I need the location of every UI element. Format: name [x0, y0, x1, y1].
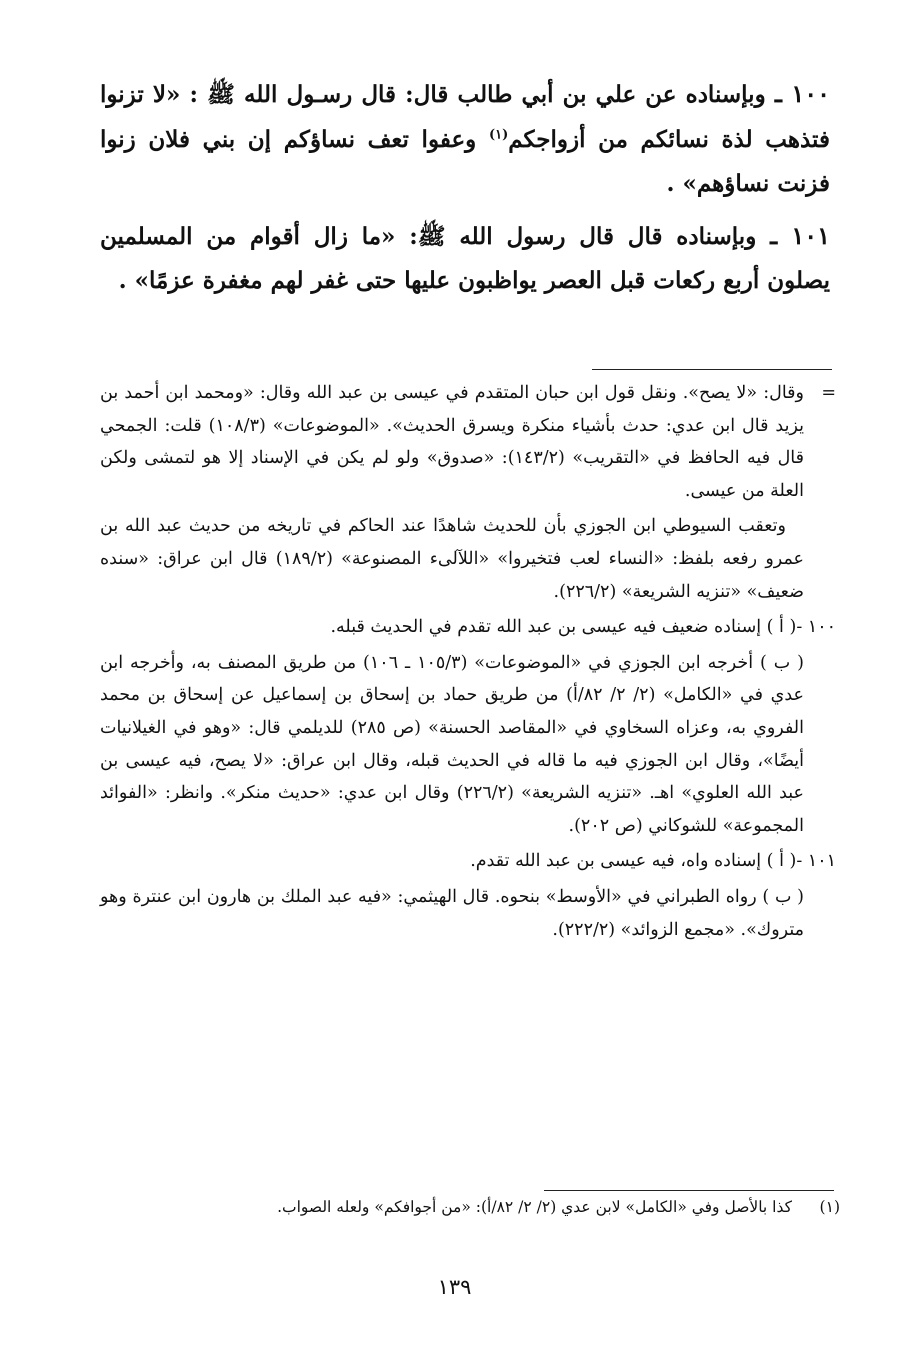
note-suyuti: وتعقب السيوطي ابن الجوزي بأن للحديث شاهدًا عند الحاكم في تاريخه من حديث عبد الله بن عمرو رفعه بلفظ: «النساء لعب فتخيروا» «اللآلىء المصنوعة» (١٨٩/٢) قال ابن عراق: «سنده ضعيف» «تنزيه الشريعة» (٢٢٦/٢).	[100, 516, 805, 602]
hadith-text: وبإسناده قال قال رسول الله ﷺ: «ما زال أقوام من المسلمين يصلون أربع ركعات قبل العصر يواظبون عليها حتى غفر لهم مغفرة عزمًا» .	[100, 222, 830, 294]
note-100-b: ( ب ) أخرجه ابن الجوزي في «الموضوعات» (١٠٥/٣ ـ ١٠٦) من طريق المصنف به، وأخرجه ابن عدي في «الكامل» (٢/ ٢/ ٨٢/أ) من طريق حماد بن إسحاق بن إسماعيل عن إسحاق بن محمد الفروي به، وعزاه السخاوي في «المقاصد الحسنة» (ص ٢٨٥) للديلمي قال: «وهو في الغيلانيات أيضًا»، وقال ابن الجوزي فيه ما قاله في الحديث قبله، وقال ابن عراق: «لا يصح، فيه عيسى بن عبد الله العلوي» اهـ. «تنزيه الشريعة» (٢٢٦/٢) وقال ابن عدي: «حديث منكر». وانظر: «الفوائد المجموعة» للشوكاني (ص ٢٠٢).	[100, 652, 805, 836]
note-101-a: ١٠١ -( أ ) إسناده واه، فيه عيسى بن عبد الله تقدم.	[470, 851, 836, 872]
footnote-number: (١)	[819, 1198, 840, 1216]
continuation-mark: =	[821, 383, 836, 403]
note-100-a: ١٠٠ -( أ ) إسناده ضعيف فيه عيسى بن عبد الله تقدم في الحديث قبله.	[330, 617, 836, 638]
main-text	[100, 72, 830, 311]
footnote	[180, 1193, 840, 1221]
hadith-number: ١٠٠ ـ	[774, 79, 831, 108]
hadith-text: وبإسناده عن علي بن أبي طالب قال: قال رسـول الله ﷺ : «لا تزنوا فتذهب لذة نسائكم من أزواجكم	[100, 81, 830, 153]
footnote-text: كذا بالأصل وفي «الكامل» لابن عدي (٢/ ٢/ ٨٢/أ): «من أجوافكم» ولعله الصواب.	[277, 1198, 792, 1216]
hadith-text: وعفوا تعف نساؤكم إن بني فلان زنوا فزنت نساؤهم» .	[100, 125, 830, 197]
commentary-notes	[100, 377, 836, 949]
note-101-b: ( ب ) رواه الطبراني في «الأوسط» بنحوه. قال الهيثمي: «فيه عبد الملك بن هارون ابن عنترة وهو متروك». «مجمع الزوائد» (٢٢٢/٢).	[100, 886, 804, 940]
note-continuation	[100, 377, 836, 507]
hadith-number: ١٠١ ـ	[770, 220, 830, 250]
footnote-ref[interactable]: (١)	[488, 126, 509, 142]
hadith-100	[100, 72, 830, 207]
page-number: ١٣٩	[437, 1275, 472, 1299]
note-text: وقال: «لا يصح». ونقل قول ابن حبان المتقدم في عيسى بن عبد الله وقال: «ومحمد ابن أحمد بن يزيد قال ابن عدي: حدث بأشياء منكرة ويسرق الحديث». «الموضوعات» (١٠٨/٣) قلت: الجمحي قال فيه الحافظ في «التقريب» (١٤٣/٢): «صدوق» ولو لم يكن في الإسناد إلا هو لتمشى ولكن العلة من عيسى.	[100, 383, 804, 501]
hadith-101	[100, 214, 830, 304]
notes-divider	[592, 369, 832, 370]
footnote-divider	[544, 1190, 834, 1191]
